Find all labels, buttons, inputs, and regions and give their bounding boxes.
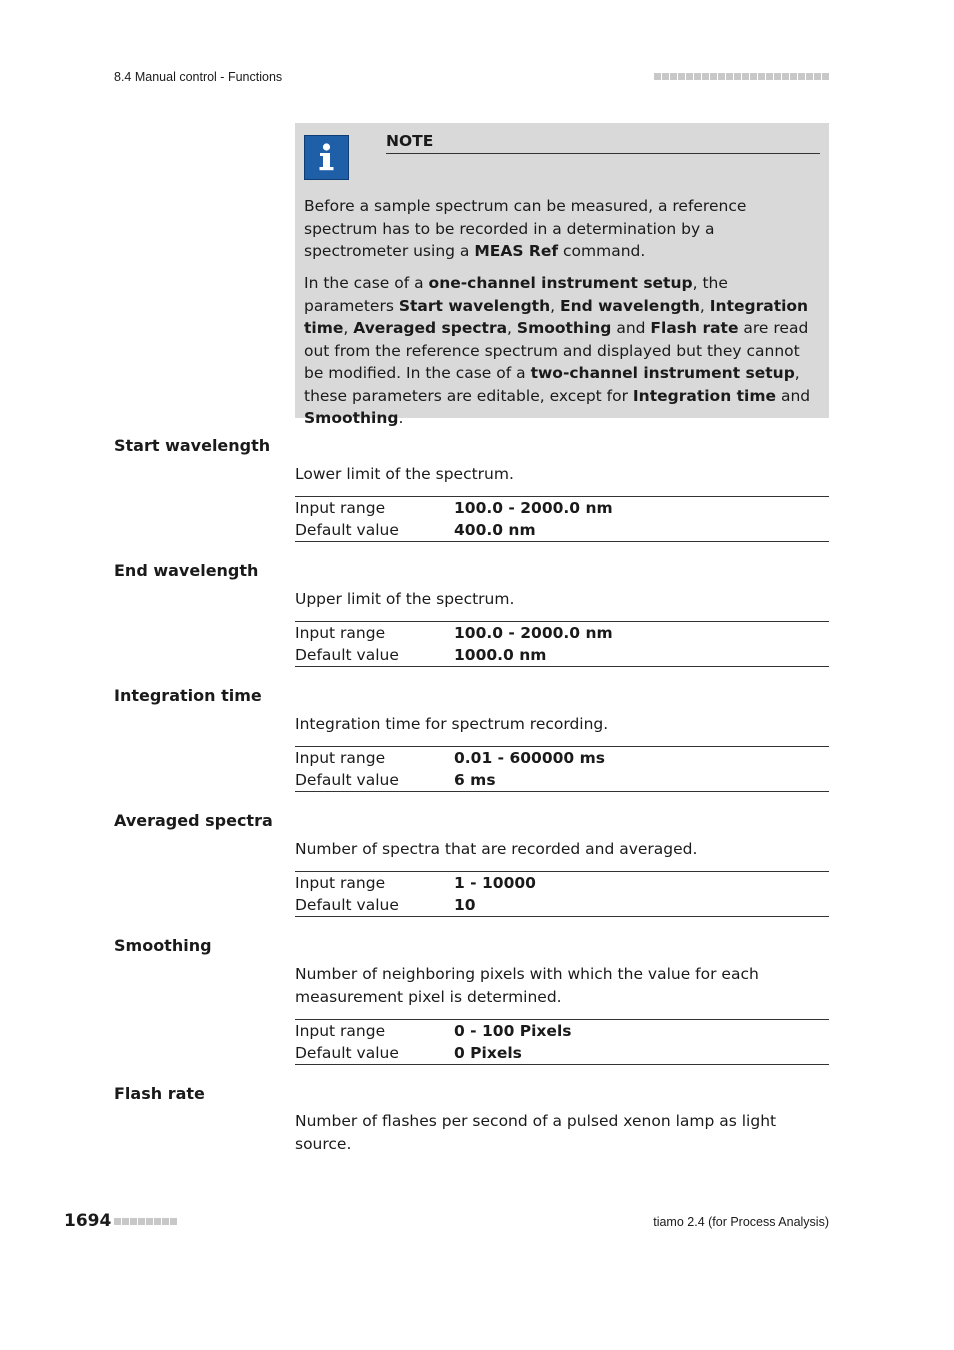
input-range-label: Input range — [295, 499, 386, 517]
note-p2-run: Averaged spectra — [353, 319, 508, 337]
param-desc-smoothing: Number of neighboring pixels with which the value for each measurement pixel is determined. — [295, 965, 759, 1006]
decor-square — [138, 1218, 145, 1225]
decor-square — [766, 73, 773, 80]
decor-square — [710, 73, 717, 80]
decor-square — [654, 73, 661, 80]
default-value: 10 — [454, 896, 476, 914]
note-paragraph-2 — [304, 272, 819, 430]
note-p2-run: , — [343, 319, 354, 337]
decor-square — [170, 1218, 177, 1225]
decor-square — [822, 73, 829, 80]
default-value: 6 ms — [454, 771, 496, 789]
decor-square — [122, 1218, 129, 1225]
param-title-end-wavelength: End wavelength — [114, 561, 259, 580]
note-p2-run: Integration time — [304, 296, 809, 337]
default-value-label: Default value — [295, 1044, 399, 1062]
default-value-label: Default value — [295, 771, 399, 789]
note-p1-run: MEAS Ref — [474, 242, 559, 260]
param-title-smoothing: Smoothing — [114, 936, 212, 955]
param-desc-flash-rate: Number of flashes per second of a pulsed xenon lamp as light source. — [295, 1112, 777, 1153]
note-p2-run: , — [507, 319, 517, 337]
param-title-flash-rate: Flash rate — [114, 1084, 205, 1103]
decor-square — [702, 73, 709, 80]
input-range-value: 100.0 - 2000.0 nm — [454, 624, 613, 642]
note-p2-run: In the case of a — [304, 274, 429, 292]
note-p2-run: , — [699, 296, 710, 315]
note-p2-run: and — [776, 386, 811, 405]
param-table-averaged-spectra — [295, 871, 829, 917]
note-p2-run: , — [550, 296, 560, 315]
note-title: NOTE — [386, 132, 820, 154]
product-name: tiamo 2.4 (for Process Analysis) — [653, 1215, 829, 1229]
input-range-value: 0.01 - 600000 ms — [454, 749, 605, 767]
decor-square — [678, 73, 685, 80]
note-p1-run: command. — [558, 242, 646, 260]
decor-square — [662, 73, 669, 80]
note-p2-run: , these parameters are editable, except for — [304, 364, 800, 405]
info-icon — [304, 135, 349, 180]
decor-square — [114, 1218, 121, 1225]
input-range-value: 100.0 - 2000.0 nm — [454, 499, 613, 517]
param-table-smoothing — [295, 1019, 829, 1065]
note-p2-run: two-channel instrument setup — [530, 364, 795, 382]
default-value: 400.0 nm — [454, 521, 536, 539]
note-p2-run: End wavelength — [559, 296, 700, 315]
decor-square — [774, 73, 781, 80]
decor-square — [670, 73, 677, 80]
param-title-averaged-spectra: Averaged spectra — [114, 811, 273, 830]
input-range-value: 1 - 10000 — [454, 874, 536, 892]
default-value: 1000.0 nm — [454, 646, 547, 664]
decor-square — [718, 73, 725, 80]
note-p2-run: Smoothing — [304, 409, 399, 427]
default-value-label: Default value — [295, 521, 399, 539]
param-table-start-wavelength — [295, 496, 829, 542]
note-box — [295, 123, 829, 427]
decor-square — [154, 1218, 161, 1225]
decor-square — [798, 73, 805, 80]
decor-square — [782, 73, 789, 80]
param-desc-averaged-spectra: Number of spectra that are recorded and averaged. — [295, 840, 698, 858]
note-p2-run: Smoothing — [516, 319, 612, 337]
decor-square — [130, 1218, 137, 1225]
decor-square — [162, 1218, 169, 1225]
param-desc-integration-time: Integration time for spectrum recording. — [295, 715, 609, 733]
param-table-end-wavelength — [295, 621, 829, 667]
note-p2-run: and — [611, 319, 651, 337]
note-paragraph-1 — [304, 195, 819, 263]
decor-square — [806, 73, 813, 80]
default-value-label: Default value — [295, 896, 399, 914]
decor-square — [790, 73, 797, 80]
decor-square — [814, 73, 821, 80]
footer-decoration — [114, 1218, 177, 1225]
default-value: 0 Pixels — [454, 1044, 522, 1062]
note-p2-run: are read out from the reference spectrum and displayed but they cannot be modified. In the case of a — [304, 319, 809, 382]
header-decoration — [654, 73, 829, 80]
param-desc-end-wavelength: Upper limit of the spectrum. — [295, 590, 515, 608]
note-p2-run: . — [398, 409, 404, 427]
param-desc-start-wavelength: Lower limit of the spectrum. — [295, 465, 514, 483]
decor-square — [758, 73, 765, 80]
input-range-value: 0 - 100 Pixels — [454, 1022, 572, 1040]
param-title-start-wavelength: Start wavelength — [114, 436, 271, 455]
decor-square — [750, 73, 757, 80]
note-p2-run: Flash rate — [650, 319, 739, 337]
input-range-label: Input range — [295, 1022, 386, 1040]
note-p2-run: one-channel instrument setup — [428, 274, 693, 292]
param-table-integration-time — [295, 746, 829, 792]
note-p2-run: Integration time — [632, 386, 777, 405]
page-number: 1694 — [64, 1211, 112, 1231]
decor-square — [726, 73, 733, 80]
decor-square — [734, 73, 741, 80]
running-header: 8.4 Manual control - Functions — [114, 70, 283, 84]
note-p2-run: Start wavelength — [398, 296, 551, 315]
decor-square — [686, 73, 693, 80]
param-title-integration-time: Integration time — [114, 686, 262, 705]
input-range-label: Input range — [295, 749, 386, 767]
decor-square — [694, 73, 701, 80]
input-range-label: Input range — [295, 624, 386, 642]
note-p1-run: Before a sample spectrum can be measured, a reference spectrum has to be recorded in a determination by a spectrometer using a — [304, 197, 747, 260]
default-value-label: Default value — [295, 646, 399, 664]
decor-square — [742, 73, 749, 80]
note-p2-run: , the parameters — [304, 274, 728, 315]
decor-square — [146, 1218, 153, 1225]
input-range-label: Input range — [295, 874, 386, 892]
